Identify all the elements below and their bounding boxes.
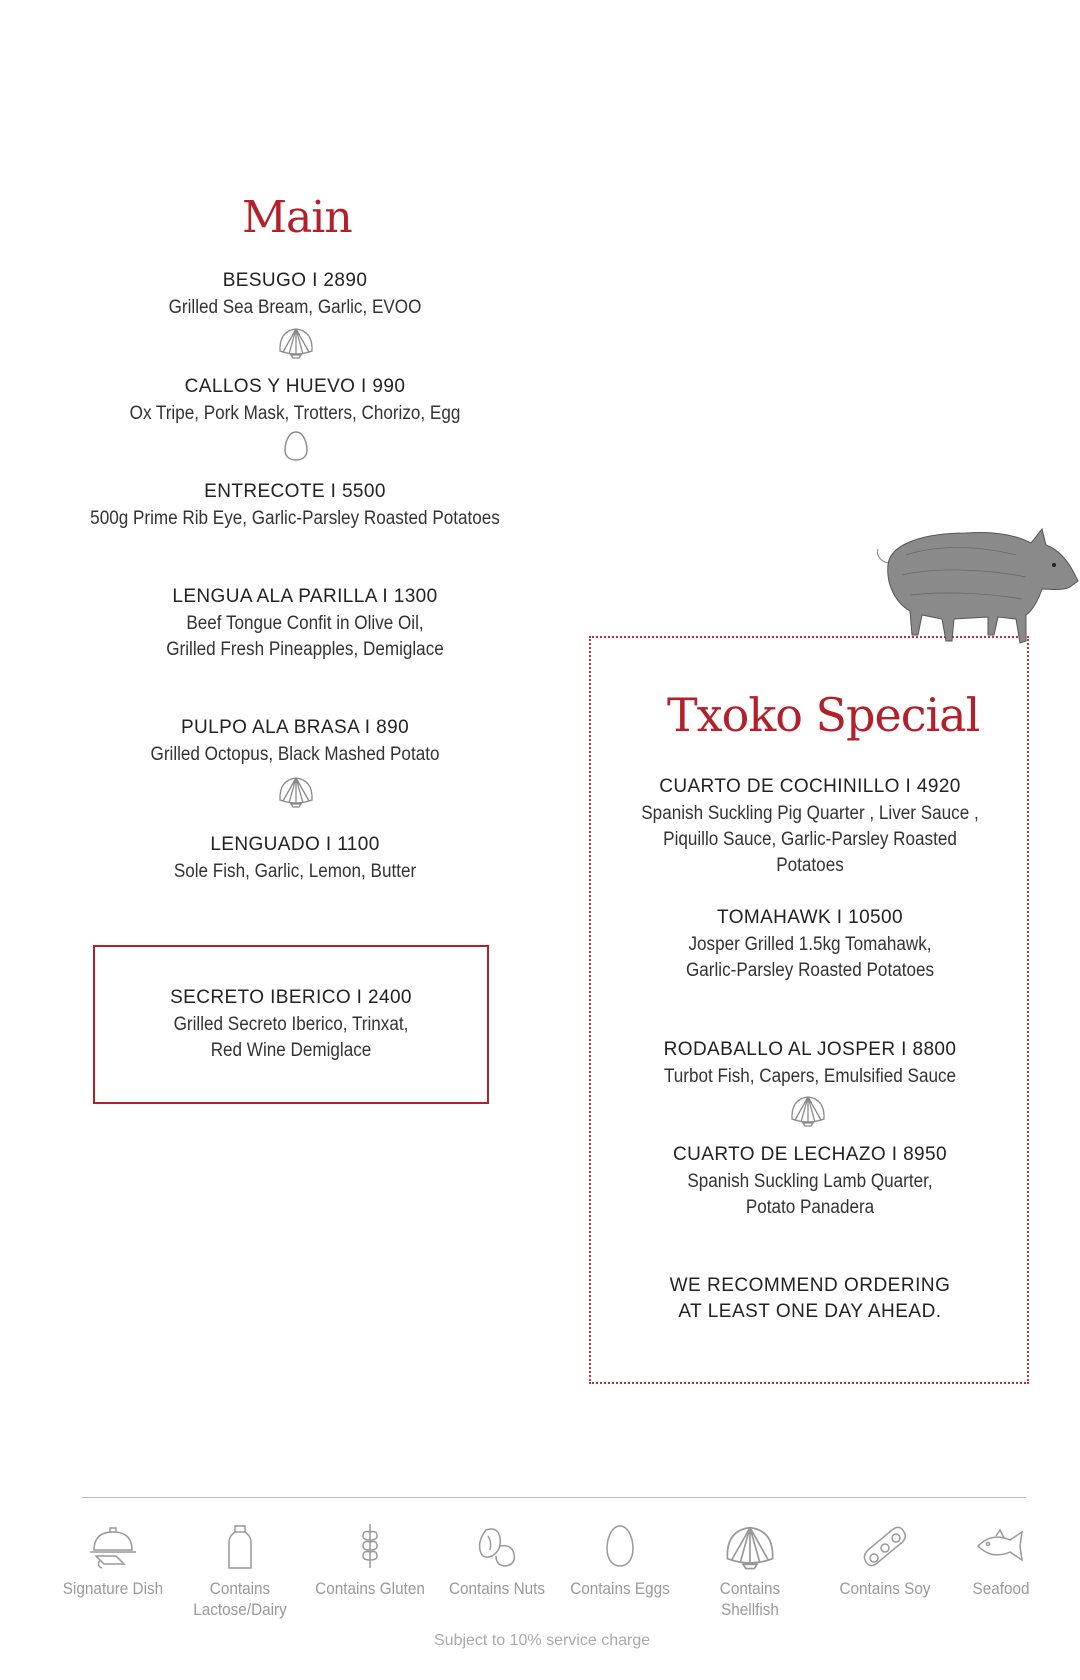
egg-icon [593, 1522, 647, 1570]
nuts-icon [470, 1522, 524, 1570]
menu-item [80, 376, 510, 427]
legend-label: Contains Soy [839, 1579, 931, 1598]
menu-item-name: BESUGO I 2890 [222, 270, 368, 291]
legend-label: Seafood [972, 1579, 1030, 1598]
menu-item-name: LENGUA ALA PARILLA I 1300 [172, 586, 438, 607]
menu-item-name: RODABALLO AL JOSPER I 8800 [663, 1039, 957, 1060]
legend-label: Contains Shellfish [719, 1579, 781, 1619]
soy-icon [858, 1522, 912, 1570]
menu-item [93, 987, 489, 1064]
menu-item [600, 776, 1020, 879]
legend-item [48, 1522, 178, 1599]
pig-illustration [866, 515, 1080, 660]
legend-label: Contains Lactose/Dairy [193, 1579, 287, 1619]
menu-item-desc: Grilled Sea Bream, Garlic, EVOO [168, 297, 422, 318]
shellfish-icon [277, 325, 315, 364]
menu-item-name: CUARTO DE COCHINILLO I 4920 [659, 776, 961, 797]
menu-item-name: LENGUADO I 1100 [210, 834, 380, 855]
menu-item-desc: Josper Grilled 1.5kg Tomahawk, Garlic-Parsley Roasted Potatoes [685, 934, 935, 981]
menu-item-name: TOMAHAWK I 10500 [717, 907, 903, 928]
menu-item [80, 834, 510, 885]
legend-label: Signature Dish [62, 1579, 164, 1598]
legend-label: Contains Gluten [315, 1579, 425, 1598]
legend-item [175, 1522, 305, 1620]
service-charge-note: Subject to 10% service charge [434, 1632, 651, 1649]
menu-item-desc: Spanish Suckling Lamb Quarter, Potato Panadera [687, 1171, 933, 1218]
menu-item-name: CALLOS Y HUEVO I 990 [184, 376, 406, 397]
egg-icon [283, 430, 309, 467]
menu-item-desc: Grilled Secreto Iberico, Trinxat, Red Wine Demiglace [173, 1014, 409, 1061]
menu-item-name: SECRETO IBERICO I 2400 [170, 987, 412, 1008]
menu-item-desc: Ox Tripe, Pork Mask, Trotters, Chorizo, Egg [129, 403, 461, 424]
milk-bottle-icon [213, 1522, 267, 1570]
special-section-title: Txoko Special [667, 688, 980, 742]
legend-item [685, 1522, 815, 1620]
legend-label: Contains Eggs [570, 1579, 670, 1598]
special-box [589, 636, 1029, 1384]
menu-item-desc: Turbot Fish, Capers, Emulsified Sauce [663, 1066, 957, 1087]
menu-item [80, 586, 530, 663]
menu-item [80, 270, 510, 321]
menu-item [80, 717, 510, 768]
shellfish-icon [277, 774, 315, 813]
shellfish-icon [723, 1522, 777, 1570]
legend-item [555, 1522, 685, 1599]
legend-item [305, 1522, 435, 1599]
menu-item-name: CUARTO DE LECHAZO I 8950 [673, 1144, 947, 1165]
legend-item [432, 1522, 562, 1599]
menu-item-name: PULPO ALA BRASA I 890 [180, 717, 410, 738]
shellfish-icon [789, 1093, 827, 1132]
legend-label: Contains Nuts [448, 1579, 546, 1598]
menu-item [60, 481, 530, 532]
menu-item-desc: Spanish Suckling Pig Quarter , Liver Sauce , Piquillo Sauce, Garlic-Parsley Roasted Potatoes [641, 803, 979, 876]
menu-item-desc: 500g Prime Rib Eye, Garlic-Parsley Roasted Potatoes [90, 508, 500, 529]
fish-icon [974, 1522, 1028, 1570]
menu-item-desc: Sole Fish, Garlic, Lemon, Butter [173, 861, 417, 882]
menu-item [600, 907, 1020, 984]
cloche-icon [86, 1522, 140, 1570]
legend-item [936, 1522, 1066, 1599]
main-section-title: Main [242, 192, 352, 243]
menu-item-desc: Grilled Octopus, Black Mashed Potato [150, 744, 440, 765]
legend-item [820, 1522, 950, 1599]
menu-item [600, 1039, 1020, 1090]
wheat-icon [343, 1522, 397, 1570]
order-ahead-note: WE RECOMMEND ORDERING AT LEAST ONE DAY AHEAD. [669, 1275, 951, 1322]
menu-item [600, 1144, 1020, 1221]
legend-divider [82, 1497, 1026, 1498]
menu-item-name: ENTRECOTE I 5500 [204, 481, 386, 502]
menu-item-desc: Beef Tongue Confit in Olive Oil, Grilled Fresh Pineapples, Demiglace [166, 613, 444, 660]
